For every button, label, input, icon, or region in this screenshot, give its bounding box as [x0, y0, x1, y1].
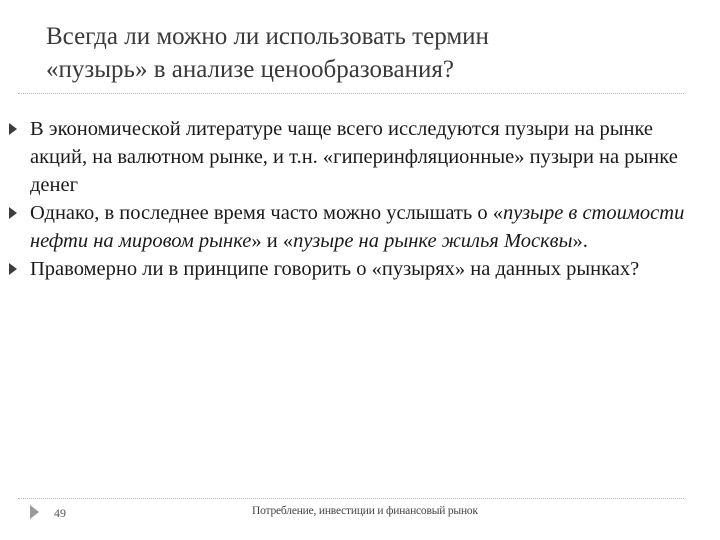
- triangle-right-icon: [9, 123, 17, 135]
- bullet-item-2: [0, 199, 690, 255]
- title-divider: [18, 93, 684, 94]
- bullet-item-3: [0, 255, 690, 283]
- triangle-right-icon: [9, 263, 17, 275]
- bullet-text: [30, 258, 639, 280]
- page-number: 49: [54, 506, 66, 520]
- bullet-text-run: Однако, в последнее время часто можно услышать о «: [30, 202, 503, 224]
- bullet-item-1: [0, 115, 690, 199]
- bullet-list: [0, 115, 720, 283]
- slide-title-line-1: Всегда ли можно ли использовать термин: [46, 23, 489, 50]
- bullet-text-run: » и «: [251, 230, 294, 252]
- bullet-text-italic-run: пузыре в стоимости нефти на мировом рынке: [30, 202, 685, 252]
- bullet-text-run: Правомерно ли в принципе говорить о «пузырях» на данных рынках?: [30, 258, 640, 280]
- footer-caption: Потребление, инвестиции и финансовый рынок: [252, 505, 478, 517]
- bullet-text: [30, 118, 678, 196]
- bullet-text: [30, 202, 684, 252]
- slide-title-line-2: «пузырь» в анализе ценообразования?: [46, 56, 454, 83]
- triangle-right-icon: [30, 505, 39, 519]
- bullet-text-run: В экономической литературе чаще всего исследуются пузыри на рынке акций, на валютном рынке, и т.н. «гиперинфляционные» пузыри на рынке денег: [30, 118, 678, 196]
- slide-title: [46, 20, 686, 86]
- bullet-text-run: ».: [572, 230, 588, 252]
- bullet-text-italic-run: пузыре на рынке жилья Москвы: [293, 230, 573, 252]
- triangle-right-icon: [9, 207, 17, 219]
- footer-divider: [18, 498, 684, 499]
